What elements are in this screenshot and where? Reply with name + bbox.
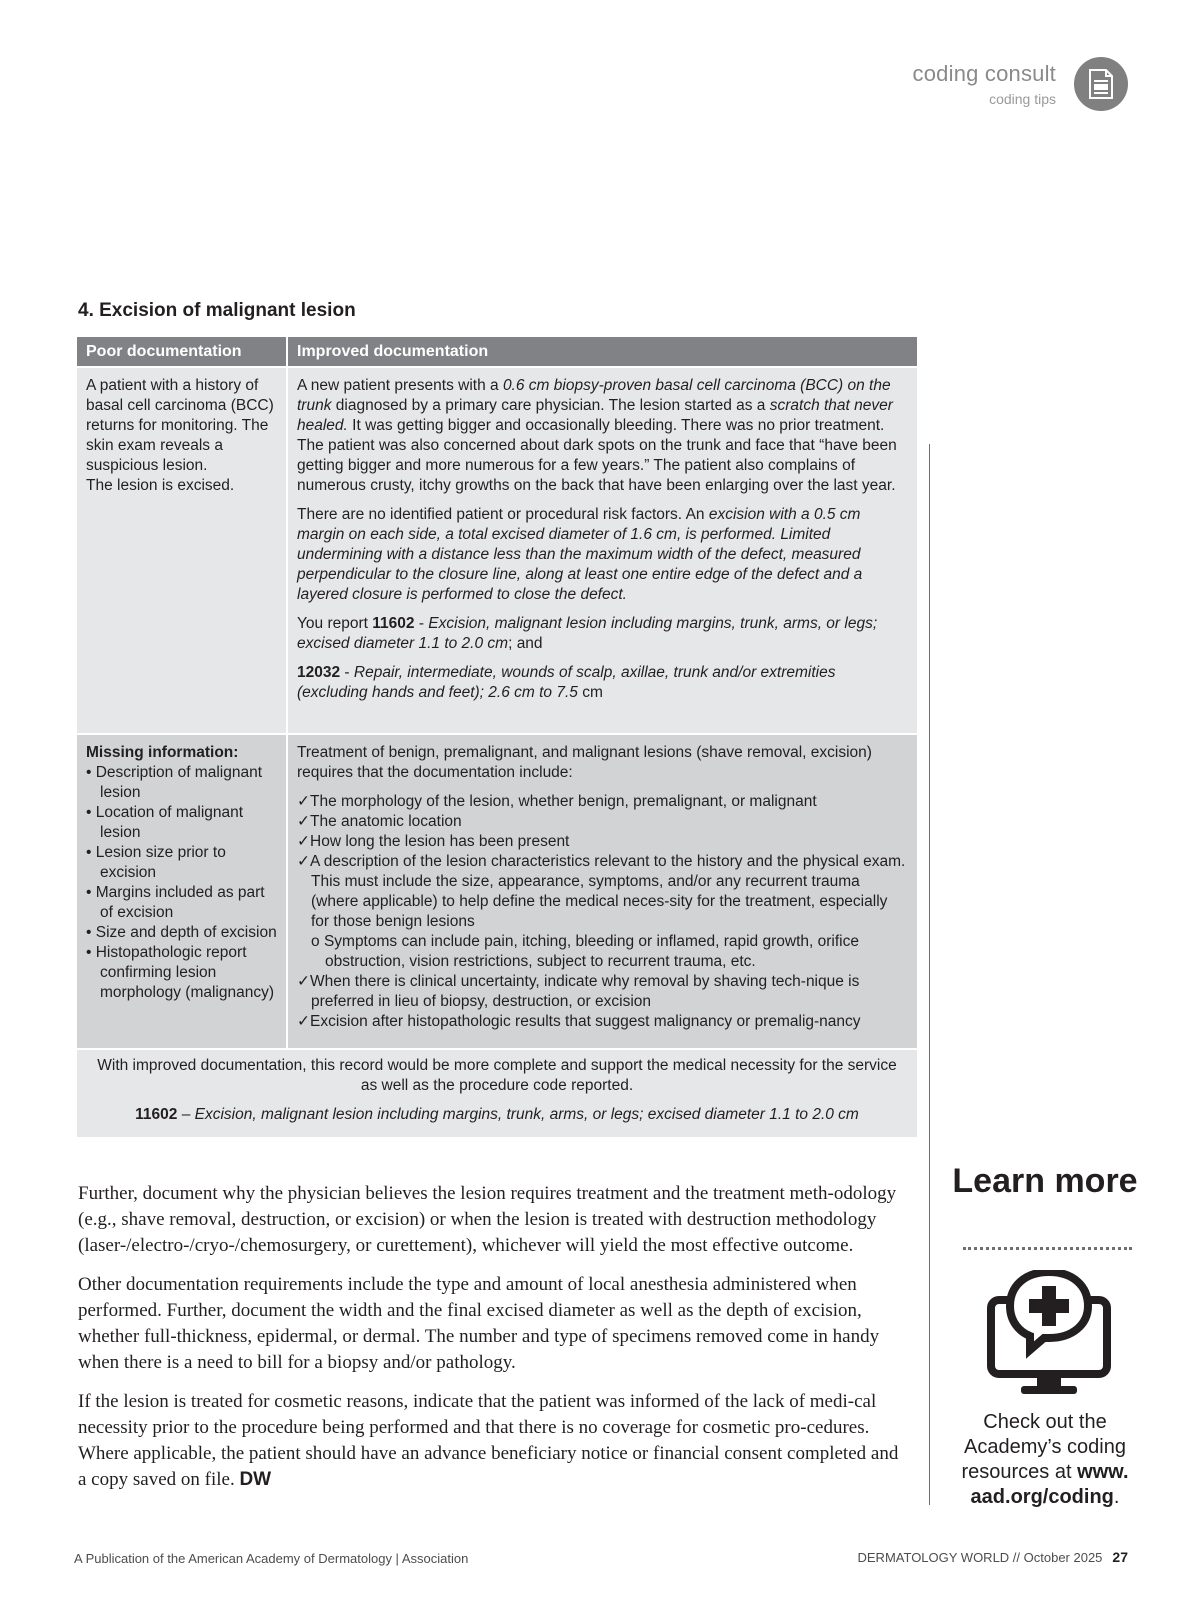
missing-heading: Missing information: — [86, 744, 239, 761]
checklist-item: ✓The morphology of the lesion, whether benign, premalignant, or malignant — [297, 793, 817, 810]
list-item: • Description of malignant lesion — [86, 764, 263, 801]
improved-paragraph: You report 11602 - Excision, malignant lesion including margins, trunk, arms, or legs; excised diameter 1.1 to 2.0 cm; and — [297, 615, 878, 652]
sidebar-divider — [929, 444, 930, 1505]
list-item: • Lesion size prior to excision — [86, 844, 226, 881]
header-title: coding consult — [912, 61, 1056, 86]
header-subtitle: coding tips — [989, 91, 1056, 107]
checklist-item: ✓How long the lesion has been present — [297, 833, 570, 850]
improved-paragraph: 12032 - Repair, intermediate, wounds of scalp, axillae, trunk and/or extremities (excluding hands and feet); 2.6 cm to 7.5 cm — [297, 664, 836, 701]
footer-code-line: 11602 – Excision, malignant lesion including margins, trunk, arms, or legs; excised diameter 1.1 to 2.0 cm — [135, 1106, 859, 1123]
list-item: • Location of malignant lesion — [86, 804, 244, 841]
list-item: • Size and depth of excision — [86, 924, 277, 941]
column-header-poor: Poor documentation — [77, 337, 288, 366]
section-header — [913, 57, 1128, 111]
body-paragraph: If the lesion is treated for cosmetic reasons, indicate that the patient was informed of the lack of medi-cal necessity prior to the procedure being performed and that there is no coverage for cosmetic pro-cedures. Where applicable, the patient should have an advance beneficiary notice or financial consent completed and a copy saved on file. DW — [78, 1391, 899, 1490]
improved-documentation-cell — [288, 368, 917, 733]
coding-resources-link[interactable]: www. aad.org/coding — [970, 1461, 1129, 1508]
sidebar-text: Check out the Academy’s coding resources at www. aad.org/coding. — [961, 1411, 1129, 1508]
improved-paragraph: A new patient presents with a 0.6 cm biopsy-proven basal cell carcinoma (BCC) on the trunk diagnosed by a primary care physician. The lesion started as a scratch that never healed. It was getting bigger and occasionally bleeding. There was no prior treatment. The patient was also concerned about dark spots on the trunk and face that “have been getting bigger and more numerous for a few years.” The patient also complains of numerous crusty, itchy growths on the back that have been enlarging over the last year. — [297, 377, 897, 494]
cpt-code: 11602 — [372, 615, 415, 632]
checklist-item: ✓When there is clinical uncertainty, indicate why removal by shaving tech-nique is preferred in lieu of biopsy, destruction, or excision — [297, 973, 860, 1010]
cpt-code: 12032 — [297, 664, 341, 681]
checklist-subitem: o Symptoms can include pain, itching, bleeding or inflamed, rapid growth, orifice obstruction, vision restrictions, subject to recurrent trauma, etc. — [311, 933, 859, 970]
requirements-cell — [288, 735, 917, 1048]
document-icon — [1074, 57, 1128, 111]
requirements-intro: Treatment of benign, premalignant, and malignant lesions (shave removal, excision) requires that the documentation include: — [297, 744, 872, 781]
header-text — [913, 61, 1056, 107]
body-paragraph: Other documentation requirements include the type and amount of local anesthesia administered when performed. Further, document the width and the final excised diameter as well as the depth of excision, whether full-thickness, epidermal, or dermal. The number and type of specimens removed come in handy when there is a need to bill for a biopsy and/or pathology. — [78, 1274, 880, 1373]
documentation-table — [77, 337, 917, 1137]
table-row — [77, 366, 917, 733]
checklist-item: ✓A description of the lesion characteristics relevant to the history and the physical exam. This must include the size, appearance, symptoms, and/or any recurrent trauma (where applicable) to help define the medical neces-sity for the treatment, especially for those benign lesions — [297, 853, 906, 930]
checklist-item: ✓The anatomic location — [297, 813, 462, 830]
publication-credit: A Publication of the American Academy of Dermatology | Association — [74, 1551, 469, 1566]
table-row — [77, 733, 917, 1048]
footer-summary: With improved documentation, this record would be more complete and support the medical necessity for the service as well as the procedure code reported. — [97, 1057, 897, 1094]
poor-documentation-cell — [77, 368, 288, 733]
table-footer — [77, 1048, 917, 1137]
cpt-code: 11602 — [135, 1106, 178, 1123]
body-paragraph: Further, document why the physician believes the lesion requires treatment and the treatment meth-odology (e.g., shave removal, destruction, or excision) or when the lesion is treated with destruction methodology (laser-/electro-/cryo-/chemosurgery, or curettement), whichever will yield the most effective outcome. — [78, 1183, 897, 1256]
sidebar-title: Learn more — [952, 1162, 1138, 1200]
table-header-row — [77, 337, 917, 366]
article-body — [78, 1181, 910, 1506]
poor-text: A patient with a history of basal cell carcinoma (BCC) returns for monitoring. The skin exam reveals a suspicious lesion. — [86, 377, 274, 474]
medical-monitor-icon — [986, 1270, 1112, 1403]
section-title: 4. Excision of malignant lesion — [78, 300, 356, 321]
author-signoff: DW — [239, 1469, 272, 1490]
magazine-issue: DERMATOLOGY WORLD // October 2025 27 — [857, 1549, 1128, 1565]
list-item: • Margins included as part of excision — [86, 884, 265, 921]
missing-information-cell — [77, 735, 288, 1048]
checklist-item: ✓Excision after histopathologic results that suggest malignancy or premalig-nancy — [297, 1013, 861, 1030]
list-item: • Histopathologic report confirming lesion morphology (malignancy) — [86, 944, 275, 1001]
column-header-improved: Improved documentation — [288, 337, 917, 366]
improved-paragraph: There are no identified patient or procedural risk factors. An excision with a 0.5 cm margin on each side, a total excised diameter of 1.6 cm, is performed. Limited undermining with a distance less than the maximum width of the defect, measured perpendicular to the closure line, along at least one entire edge of the defect and a layered closure is performed to close the defect. — [297, 506, 863, 603]
dotted-divider — [963, 1247, 1132, 1250]
page-number: 27 — [1112, 1549, 1128, 1565]
poor-text: The lesion is excised. — [86, 477, 235, 494]
